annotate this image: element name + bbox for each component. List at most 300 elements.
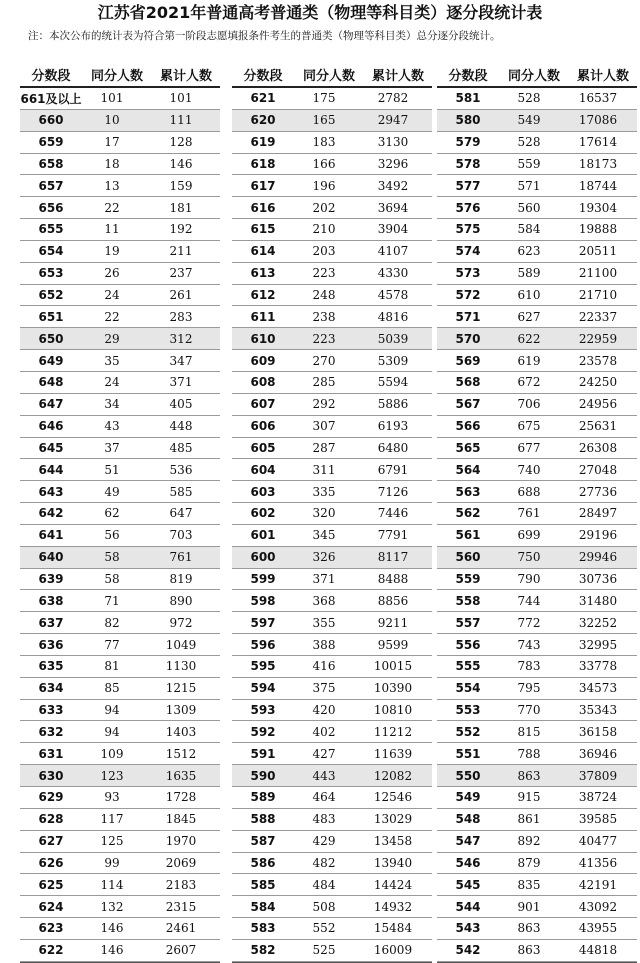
table-row bbox=[437, 940, 637, 962]
cell-cumulative: 38724 bbox=[578, 790, 618, 805]
cell-same-count: 622 bbox=[517, 331, 541, 346]
cell-same-count: 238 bbox=[312, 309, 336, 324]
table-row bbox=[232, 154, 432, 176]
cell-same-count: 17 bbox=[104, 135, 120, 150]
cell-same-count: 210 bbox=[312, 222, 336, 237]
table-row bbox=[20, 241, 220, 263]
cell-cumulative: 2947 bbox=[377, 113, 409, 128]
cell-same-count: 788 bbox=[517, 746, 541, 761]
cell-cumulative: 111 bbox=[169, 113, 193, 128]
cell-score: 635 bbox=[38, 659, 64, 674]
cell-cumulative: 647 bbox=[169, 506, 193, 521]
cell-same-count: 388 bbox=[312, 637, 336, 652]
cell-score: 566 bbox=[455, 419, 481, 434]
cell-same-count: 62 bbox=[104, 506, 120, 521]
cell-same-count: 345 bbox=[312, 528, 336, 543]
table-row bbox=[20, 88, 220, 110]
table-row bbox=[437, 809, 637, 831]
cell-score: 660 bbox=[38, 113, 64, 128]
cell-score: 641 bbox=[38, 528, 64, 543]
cell-cumulative: 22337 bbox=[578, 309, 618, 324]
cell-same-count: 750 bbox=[517, 550, 541, 565]
cell-score: 584 bbox=[250, 899, 276, 914]
table-row bbox=[437, 88, 637, 110]
cell-score: 645 bbox=[38, 440, 64, 455]
cell-score: 627 bbox=[38, 834, 64, 849]
table-row bbox=[437, 110, 637, 132]
cell-cumulative: 159 bbox=[169, 178, 193, 193]
table-row bbox=[20, 350, 220, 372]
cell-same-count: 10 bbox=[104, 113, 120, 128]
cell-score: 616 bbox=[250, 200, 276, 215]
table-row bbox=[232, 700, 432, 722]
cell-same-count: 43 bbox=[104, 419, 120, 434]
cell-cumulative: 22959 bbox=[578, 331, 618, 346]
table-row bbox=[20, 634, 220, 656]
cell-score: 583 bbox=[250, 921, 276, 936]
table-note: 注：本次公布的统计表为符合第一阶段志愿填报条件考生的普通类（物理等科目类）总分逐分段统计。 bbox=[28, 30, 501, 42]
table-row bbox=[232, 372, 432, 394]
cell-score: 654 bbox=[38, 244, 64, 259]
cell-same-count: 24 bbox=[104, 375, 120, 390]
table-row bbox=[437, 219, 637, 241]
cell-cumulative: 146 bbox=[169, 156, 193, 171]
cell-same-count: 19 bbox=[104, 244, 120, 259]
table-row bbox=[437, 874, 637, 896]
table-row bbox=[232, 721, 432, 743]
cell-same-count: 863 bbox=[517, 943, 541, 958]
table-row bbox=[20, 569, 220, 591]
cell-score: 563 bbox=[455, 484, 481, 499]
cell-score: 555 bbox=[455, 659, 481, 674]
table-row bbox=[437, 459, 637, 481]
cell-cumulative: 2461 bbox=[165, 921, 197, 936]
table-row bbox=[437, 306, 637, 328]
table-row bbox=[20, 700, 220, 722]
cell-cumulative: 5309 bbox=[377, 353, 409, 368]
cell-cumulative: 585 bbox=[169, 484, 193, 499]
cell-same-count: 420 bbox=[312, 703, 336, 718]
cell-score: 589 bbox=[250, 790, 276, 805]
cell-cumulative: 15484 bbox=[373, 921, 413, 936]
cell-same-count: 270 bbox=[312, 353, 336, 368]
cell-cumulative: 1309 bbox=[165, 703, 197, 718]
cell-score: 630 bbox=[38, 768, 64, 783]
table-row bbox=[232, 394, 432, 416]
table-row bbox=[20, 831, 220, 853]
cell-same-count: 863 bbox=[517, 921, 541, 936]
cell-same-count: 101 bbox=[100, 91, 124, 106]
cell-score: 636 bbox=[38, 637, 64, 652]
cell-score: 594 bbox=[250, 681, 276, 696]
table-row bbox=[20, 809, 220, 831]
table-row bbox=[437, 569, 637, 591]
cell-score: 546 bbox=[455, 855, 481, 870]
score-table-column-2 bbox=[232, 62, 432, 963]
cell-same-count: 623 bbox=[517, 244, 541, 259]
cell-same-count: 82 bbox=[104, 615, 120, 630]
cell-score: 557 bbox=[455, 615, 481, 630]
cell-score: 591 bbox=[250, 746, 276, 761]
table-row bbox=[437, 721, 637, 743]
cell-cumulative: 819 bbox=[169, 571, 193, 586]
cell-same-count: 559 bbox=[517, 156, 541, 171]
cell-score: 587 bbox=[250, 834, 276, 849]
cell-same-count: 589 bbox=[517, 266, 541, 281]
cell-score: 629 bbox=[38, 790, 64, 805]
table-row bbox=[437, 743, 637, 765]
cell-same-count: 93 bbox=[104, 790, 120, 805]
table-header bbox=[232, 62, 432, 88]
cell-cumulative: 3296 bbox=[377, 156, 409, 171]
cell-cumulative: 1635 bbox=[165, 768, 197, 783]
cell-cumulative: 2183 bbox=[165, 877, 197, 892]
cell-score: 554 bbox=[455, 681, 481, 696]
cell-score: 602 bbox=[250, 506, 276, 521]
cell-score: 559 bbox=[455, 571, 481, 586]
cell-cumulative: 1728 bbox=[165, 790, 197, 805]
cell-score: 603 bbox=[250, 484, 276, 499]
table-row bbox=[20, 175, 220, 197]
cell-same-count: 109 bbox=[100, 746, 124, 761]
table-row bbox=[20, 590, 220, 612]
cell-cumulative: 32252 bbox=[578, 615, 618, 630]
table-row bbox=[437, 263, 637, 285]
cell-cumulative: 101 bbox=[169, 91, 193, 106]
cell-same-count: 94 bbox=[104, 703, 120, 718]
cell-same-count: 248 bbox=[312, 288, 336, 303]
cell-same-count: 22 bbox=[104, 309, 120, 324]
cell-cumulative: 3130 bbox=[377, 135, 409, 150]
cell-same-count: 223 bbox=[312, 266, 336, 281]
cell-score: 585 bbox=[250, 877, 276, 892]
cell-score: 576 bbox=[455, 200, 481, 215]
cell-same-count: 677 bbox=[517, 440, 541, 455]
cell-cumulative: 347 bbox=[169, 353, 193, 368]
cell-same-count: 77 bbox=[104, 637, 120, 652]
cell-score: 657 bbox=[38, 178, 64, 193]
cell-same-count: 35 bbox=[104, 353, 120, 368]
cell-score: 581 bbox=[455, 91, 481, 106]
cell-cumulative: 27736 bbox=[578, 484, 618, 499]
cell-cumulative: 9211 bbox=[377, 615, 409, 630]
cell-same-count: 706 bbox=[517, 397, 541, 412]
cell-cumulative: 3904 bbox=[377, 222, 409, 237]
cell-score: 600 bbox=[250, 550, 276, 565]
cell-score: 659 bbox=[38, 135, 64, 150]
table-row bbox=[20, 197, 220, 219]
cell-cumulative: 8117 bbox=[377, 550, 409, 565]
cell-same-count: 11 bbox=[104, 222, 120, 237]
table-row bbox=[20, 940, 220, 962]
cell-score: 567 bbox=[455, 397, 481, 412]
cell-score: 573 bbox=[455, 266, 481, 281]
cell-same-count: 915 bbox=[517, 790, 541, 805]
table-row bbox=[437, 372, 637, 394]
cell-score: 640 bbox=[38, 550, 64, 565]
cell-same-count: 528 bbox=[517, 135, 541, 150]
table-body bbox=[20, 88, 220, 963]
table-row bbox=[232, 306, 432, 328]
table-row bbox=[20, 154, 220, 176]
cell-same-count: 326 bbox=[312, 550, 336, 565]
table-row bbox=[232, 590, 432, 612]
table-row bbox=[232, 88, 432, 110]
cell-same-count: 571 bbox=[517, 178, 541, 193]
cell-score: 609 bbox=[250, 353, 276, 368]
cell-cumulative: 17614 bbox=[578, 135, 618, 150]
cell-cumulative: 11212 bbox=[373, 724, 413, 739]
table-row bbox=[232, 896, 432, 918]
cell-cumulative: 39585 bbox=[578, 812, 618, 827]
table-header bbox=[437, 62, 637, 88]
cell-cumulative: 405 bbox=[169, 397, 193, 412]
cell-cumulative: 26308 bbox=[578, 440, 618, 455]
cell-cumulative: 20511 bbox=[578, 244, 618, 259]
cell-cumulative: 19304 bbox=[578, 200, 618, 215]
cell-same-count: 368 bbox=[312, 593, 336, 608]
table-row bbox=[232, 547, 432, 569]
cell-score: 544 bbox=[455, 899, 481, 914]
table-row bbox=[20, 219, 220, 241]
cell-cumulative: 192 bbox=[169, 222, 193, 237]
cell-cumulative: 536 bbox=[169, 462, 193, 477]
cell-cumulative: 16537 bbox=[578, 91, 618, 106]
cell-cumulative: 27048 bbox=[578, 462, 618, 477]
cell-score: 661及以上 bbox=[20, 91, 82, 106]
table-row bbox=[232, 263, 432, 285]
cell-cumulative: 1512 bbox=[165, 746, 197, 761]
table-row bbox=[232, 787, 432, 809]
table-row bbox=[232, 525, 432, 547]
cell-cumulative: 30736 bbox=[578, 571, 618, 586]
cell-score: 608 bbox=[250, 375, 276, 390]
cell-score: 552 bbox=[455, 724, 481, 739]
cell-score: 647 bbox=[38, 397, 64, 412]
table-row bbox=[20, 525, 220, 547]
cell-cumulative: 6193 bbox=[377, 419, 409, 434]
cell-same-count: 81 bbox=[104, 659, 120, 674]
table-row bbox=[232, 132, 432, 154]
table-row bbox=[232, 197, 432, 219]
cell-score: 558 bbox=[455, 593, 481, 608]
cell-same-count: 287 bbox=[312, 440, 336, 455]
cell-cumulative: 1970 bbox=[165, 834, 197, 849]
cell-cumulative: 25631 bbox=[578, 419, 618, 434]
table-row bbox=[437, 241, 637, 263]
cell-score: 561 bbox=[455, 528, 481, 543]
cell-same-count: 183 bbox=[312, 135, 336, 150]
cell-same-count: 835 bbox=[517, 877, 541, 892]
cell-score: 601 bbox=[250, 528, 276, 543]
cell-score: 611 bbox=[250, 309, 276, 324]
table-body bbox=[232, 88, 432, 963]
cell-cumulative: 5886 bbox=[377, 397, 409, 412]
cell-cumulative: 761 bbox=[169, 550, 193, 565]
cell-score: 613 bbox=[250, 266, 276, 281]
cell-same-count: 429 bbox=[312, 834, 336, 849]
cell-score: 598 bbox=[250, 593, 276, 608]
cell-same-count: 790 bbox=[517, 571, 541, 586]
cell-cumulative: 181 bbox=[169, 200, 193, 215]
cell-cumulative: 10810 bbox=[373, 703, 413, 718]
cell-score: 551 bbox=[455, 746, 481, 761]
table-row bbox=[437, 503, 637, 525]
table-row bbox=[232, 110, 432, 132]
table-row bbox=[232, 219, 432, 241]
cell-same-count: 743 bbox=[517, 637, 541, 652]
cell-same-count: 117 bbox=[100, 812, 124, 827]
table-row bbox=[20, 372, 220, 394]
cell-same-count: 772 bbox=[517, 615, 541, 630]
cell-cumulative: 703 bbox=[169, 528, 193, 543]
cell-score: 592 bbox=[250, 724, 276, 739]
cell-same-count: 508 bbox=[312, 899, 336, 914]
cell-same-count: 146 bbox=[100, 943, 124, 958]
cell-same-count: 560 bbox=[517, 200, 541, 215]
cell-score: 642 bbox=[38, 506, 64, 521]
cell-cumulative: 14932 bbox=[373, 899, 413, 914]
table-row bbox=[20, 503, 220, 525]
table-row bbox=[232, 328, 432, 350]
cell-same-count: 18 bbox=[104, 156, 120, 171]
cell-cumulative: 1130 bbox=[165, 659, 197, 674]
table-row bbox=[232, 438, 432, 460]
cell-same-count: 99 bbox=[104, 855, 120, 870]
cell-same-count: 528 bbox=[517, 91, 541, 106]
cell-same-count: 203 bbox=[312, 244, 336, 259]
cell-same-count: 58 bbox=[104, 571, 120, 586]
table-row bbox=[20, 612, 220, 634]
score-table-column-1 bbox=[20, 62, 220, 963]
table-row bbox=[20, 438, 220, 460]
cell-score: 560 bbox=[455, 550, 481, 565]
cell-cumulative: 40477 bbox=[578, 834, 618, 849]
cell-cumulative: 37809 bbox=[578, 768, 618, 783]
header-same: 同分人数 bbox=[507, 68, 560, 84]
table-row bbox=[437, 175, 637, 197]
cell-cumulative: 890 bbox=[169, 593, 193, 608]
cell-cumulative: 19888 bbox=[578, 222, 618, 237]
score-table-column-3 bbox=[437, 62, 637, 963]
cell-score: 633 bbox=[38, 703, 64, 718]
cell-cumulative: 448 bbox=[169, 419, 193, 434]
cell-same-count: 619 bbox=[517, 353, 541, 368]
cell-cumulative: 8856 bbox=[377, 593, 409, 608]
cell-same-count: 427 bbox=[312, 746, 336, 761]
header-score: 分数段 bbox=[243, 68, 283, 84]
cell-same-count: 482 bbox=[312, 855, 336, 870]
table-row bbox=[232, 459, 432, 481]
cell-cumulative: 128 bbox=[169, 135, 193, 150]
cell-cumulative: 41356 bbox=[578, 855, 618, 870]
cell-cumulative: 29946 bbox=[578, 550, 618, 565]
table-row bbox=[20, 481, 220, 503]
cell-same-count: 549 bbox=[517, 113, 541, 128]
cell-score: 595 bbox=[250, 659, 276, 674]
table-row bbox=[232, 656, 432, 678]
cell-score: 562 bbox=[455, 506, 481, 521]
cell-cumulative: 43955 bbox=[578, 921, 618, 936]
cell-score: 621 bbox=[250, 91, 276, 106]
cell-same-count: 610 bbox=[517, 288, 541, 303]
cell-same-count: 49 bbox=[104, 484, 120, 499]
cell-same-count: 901 bbox=[517, 899, 541, 914]
cell-score: 650 bbox=[38, 331, 64, 346]
cell-same-count: 402 bbox=[312, 724, 336, 739]
cell-cumulative: 237 bbox=[169, 266, 193, 281]
cell-same-count: 51 bbox=[104, 462, 120, 477]
cell-same-count: 416 bbox=[312, 659, 336, 674]
cell-score: 620 bbox=[250, 113, 276, 128]
cell-score: 612 bbox=[250, 288, 276, 303]
cell-same-count: 307 bbox=[312, 419, 336, 434]
cell-score: 597 bbox=[250, 615, 276, 630]
cell-cumulative: 13458 bbox=[373, 834, 413, 849]
cell-cumulative: 2607 bbox=[165, 943, 197, 958]
table-row bbox=[20, 678, 220, 700]
cell-same-count: 146 bbox=[100, 921, 124, 936]
cell-cumulative: 43092 bbox=[578, 899, 618, 914]
cell-score: 648 bbox=[38, 375, 64, 390]
table-row bbox=[20, 416, 220, 438]
cell-same-count: 584 bbox=[517, 222, 541, 237]
cell-same-count: 132 bbox=[100, 899, 124, 914]
table-row bbox=[20, 394, 220, 416]
page-title: 江苏省2021年普通高考普通类（物理等科目类）逐分段统计表 bbox=[97, 3, 543, 22]
table-row bbox=[437, 350, 637, 372]
table-row bbox=[437, 678, 637, 700]
cell-score: 637 bbox=[38, 615, 64, 630]
cell-same-count: 26 bbox=[104, 266, 120, 281]
cell-score: 604 bbox=[250, 462, 276, 477]
cell-same-count: 125 bbox=[100, 834, 124, 849]
cell-same-count: 13 bbox=[104, 178, 120, 193]
cell-score: 658 bbox=[38, 156, 64, 171]
table-row bbox=[232, 743, 432, 765]
cell-score: 626 bbox=[38, 855, 64, 870]
table-row bbox=[437, 634, 637, 656]
cell-same-count: 223 bbox=[312, 331, 336, 346]
cell-score: 543 bbox=[455, 921, 481, 936]
cell-score: 570 bbox=[455, 331, 481, 346]
table-row bbox=[232, 678, 432, 700]
header-cumulative: 累计人数 bbox=[371, 68, 424, 84]
cell-cumulative: 1845 bbox=[165, 812, 197, 827]
cell-score: 655 bbox=[38, 222, 64, 237]
cell-same-count: 879 bbox=[517, 855, 541, 870]
table-row bbox=[437, 765, 637, 787]
cell-same-count: 58 bbox=[104, 550, 120, 565]
cell-same-count: 94 bbox=[104, 724, 120, 739]
cell-score: 646 bbox=[38, 419, 64, 434]
cell-score: 574 bbox=[455, 244, 481, 259]
cell-cumulative: 1049 bbox=[165, 637, 197, 652]
header-cumulative: 累计人数 bbox=[576, 68, 629, 84]
cell-cumulative: 24956 bbox=[578, 397, 618, 412]
table-row bbox=[232, 831, 432, 853]
cell-same-count: 114 bbox=[100, 877, 124, 892]
cell-score: 610 bbox=[250, 331, 276, 346]
table-row bbox=[437, 590, 637, 612]
table-row bbox=[20, 132, 220, 154]
cell-same-count: 863 bbox=[517, 768, 541, 783]
table-row bbox=[20, 896, 220, 918]
table-row bbox=[437, 612, 637, 634]
cell-cumulative: 4330 bbox=[377, 266, 409, 281]
table-row bbox=[20, 547, 220, 569]
cell-same-count: 525 bbox=[312, 943, 336, 958]
